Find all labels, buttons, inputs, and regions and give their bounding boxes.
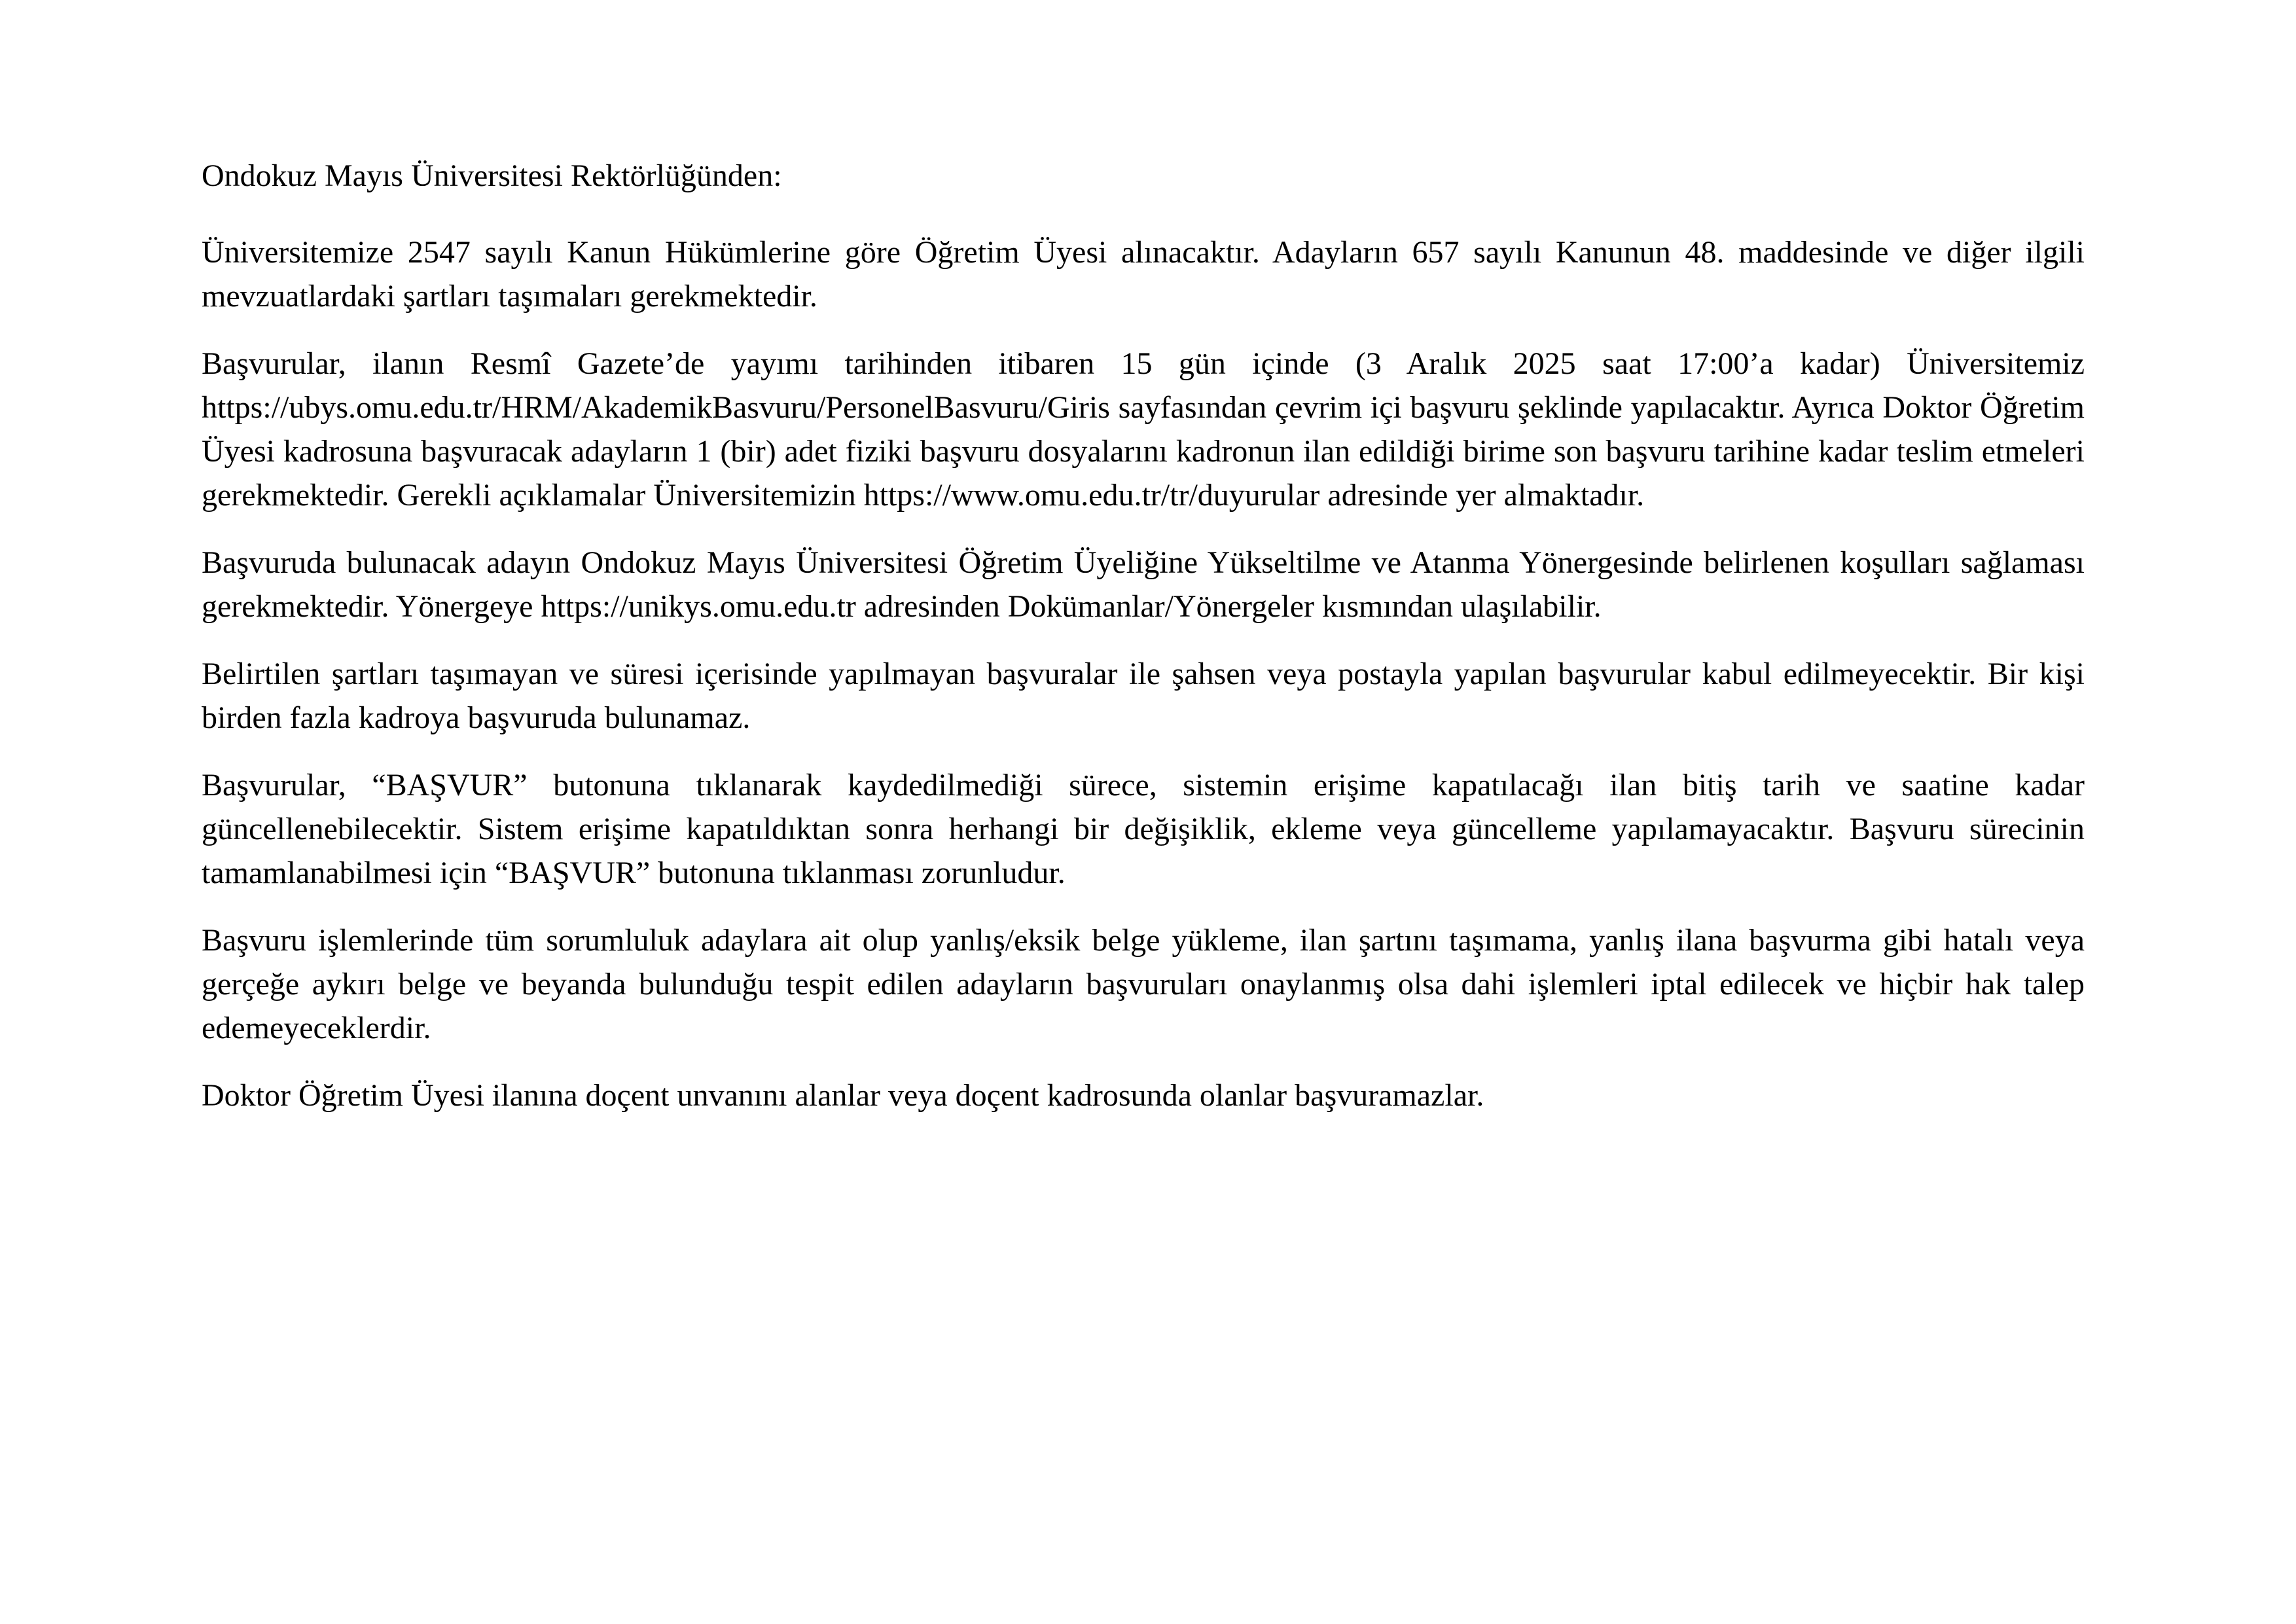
paragraph-promotion-criteria: Başvuruda bulunacak adayın Ondokuz Mayıs Üniversitesi Öğretim Üyeliğine Yükseltilme ve Atanma Yönergesinde belirlenen koşulları sağlaması gerekmektedir. Yönergeye https://unikys.omu.edu.tr adresinden Dokümanlar/Yönergeler kısmından ulaşılabilir. — [202, 545, 2085, 624]
paragraph-invalid-applications: Belirtilen şartları taşımayan ve süresi içerisinde yapılmayan başvuralar ile şahsen veya postayla yapılan başvurular kabul edilmeyecektir. Bir kişi birden fazla kadroya başvuruda bulunamaz. — [202, 657, 2085, 735]
paragraph-responsibility: Başvuru işlemlerinde tüm sorumluluk adaylara ait olup yanlış/eksik belge yükleme, ilan şartını taşımama, yanlış ilana başvurma gibi hatalı veya gerçeğe aykırı belge ve beyanda bulunduğu tespit edilen adayların başvuruları onaylanmış olsa dahi işlemleri iptal edilecek ve hiçbir hak talep edemeyeceklerdir. — [202, 923, 2085, 1045]
paragraph-docent-restriction: Doktor Öğretim Üyesi ilanına doçent unvanını alanlar veya doçent kadrosunda olanlar başvuramazlar. — [202, 1078, 1484, 1113]
document-title: Ondokuz Mayıs Üniversitesi Rektörlüğünden: — [202, 158, 782, 193]
paragraph-basvur-button: Başvurular, “BAŞVUR” butonuna tıklanarak kaydedilmediği sürece, sistemin erişime kapatılacağı ilan bitiş tarih ve saatine kadar güncellenebilecektir. Sistem erişime kapatıldıktan sonra herhangi bir değişiklik, ekleme veya güncelleme yapılamayacaktır. Başvuru sürecinin tamamlanabilmesi için “BAŞVUR” butonuna tıklanması zorunludur. — [202, 768, 2085, 890]
paragraph-eligibility: Üniversitemize 2547 sayılı Kanun Hükümlerine göre Öğretim Üyesi alınacaktır. Adayların 657 sayılı Kanunun 48. maddesinde ve diğer ilgili mevzuatlardaki şartları taşımaları gerekmektedir. — [202, 235, 2085, 314]
paragraph-application-procedure: Başvurular, ilanın Resmî Gazete’de yayımı tarihinden itibaren 15 gün içinde (3 Aralık 2025 saat 17:00’a kadar) Üniversitemiz https://ubys.omu.edu.tr/HRM/AkademikBasvuru/PersonelBasvuru/Giris sayfasından çevrim içi başvuru şeklinde yapılacaktır. Ayrıca Doktor Öğretim Üyesi kadrosuna başvuracak adayların 1 (bir) adet fiziki başvuru dosyalarını kadronun ilan edildiği birime son başvuru tarihine kadar teslim etmeleri gerekmektedir. Gerekli açıklamalar Üniversitemizin https://www.omu.edu.tr/tr/duyurular adresinde yer almaktadır. — [202, 346, 2085, 513]
